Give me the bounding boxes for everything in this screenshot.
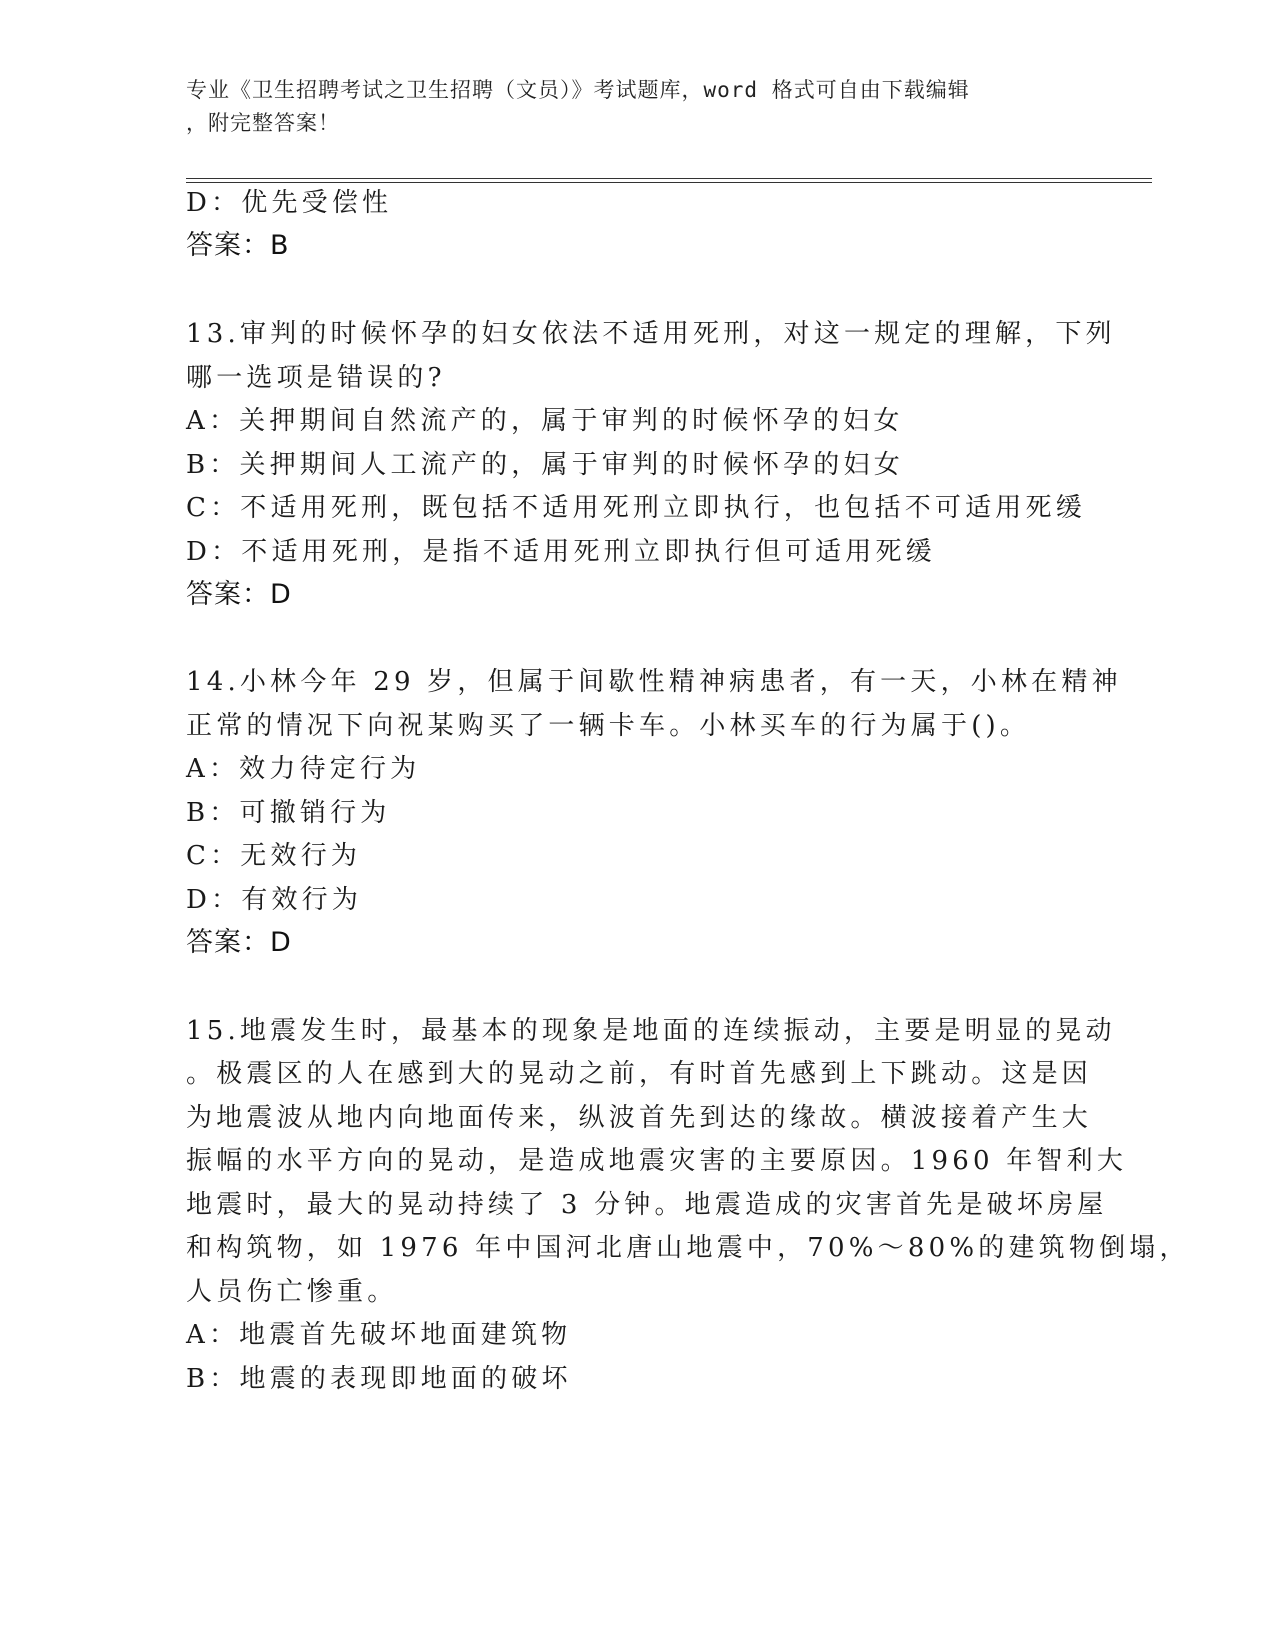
q13-answer: 答案：D: [186, 579, 292, 610]
prev-option-d: D：优先受偿性: [186, 188, 393, 218]
q14-stem-line-1: 14.小林今年 29 岁，但属于间歇性精神病患者，有一天，小林在精神: [186, 667, 1122, 697]
document-header: [186, 74, 1066, 140]
q15-stem-line-7: 人员伤亡惨重。: [186, 1277, 398, 1307]
q14-stem-line-2: 正常的情况下向祝某购买了一辆卡车。小林买车的行为属于()。: [186, 711, 1031, 741]
q14-option-d: D：有效行为: [186, 885, 363, 915]
q14-answer: 答案：D: [186, 927, 292, 958]
q13-option-c: C：不适用死刑，既包括不适用死刑立即执行，也包括不可适用死缓: [186, 493, 1086, 523]
q13-option-d: D：不适用死刑，是指不适用死刑立即执行但可适用死缓: [186, 537, 936, 567]
header-line-2: ，附完整答案！: [186, 111, 340, 135]
q14-option-c: C：无效行为: [186, 841, 362, 871]
q13-option-a: A：关押期间自然流产的，属于审判的时候怀孕的妇女: [186, 406, 904, 436]
header-divider-bottom: [186, 182, 1152, 183]
q15-stem-line-4: 振幅的水平方向的晃动，是造成地震灾害的主要原因。1960 年智利大: [186, 1146, 1128, 1176]
prev-answer: 答案：B: [186, 230, 290, 261]
q13-stem-line-1: 13.审判的时候怀孕的妇女依法不适用死刑，对这一规定的理解，下列: [186, 319, 1116, 349]
header-line-1: 专业《卫生招聘考试之卫生招聘（文员）》考试题库，word 格式可自由下载编辑: [186, 78, 970, 102]
q15-stem-line-1: 15.地震发生时，最基本的现象是地面的连续振动，主要是明显的晃动: [186, 1016, 1116, 1046]
header-divider-top: [186, 178, 1152, 179]
q14-option-a: A：效力待定行为: [186, 754, 421, 784]
q13-option-b: B：关押期间人工流产的，属于审判的时候怀孕的妇女: [186, 450, 904, 480]
q15-stem-line-2: 。极震区的人在感到大的晃动之前，有时首先感到上下跳动。这是因: [186, 1059, 1093, 1089]
q15-stem-line-6: 和构筑物，如 1976 年中国河北唐山地震中，70%～80%的建筑物倒塌，: [186, 1233, 1190, 1263]
q15-stem-line-5: 地震时，最大的晃动持续了 3 分钟。地震造成的灾害首先是破坏房屋: [186, 1190, 1108, 1220]
q13-stem-line-2: 哪一选项是错误的?: [186, 363, 446, 393]
q15-stem-line-3: 为地震波从地内向地面传来，纵波首先到达的缘故。横波接着产生大: [186, 1103, 1093, 1133]
q15-option-b: B：地震的表现即地面的破坏: [186, 1364, 572, 1394]
q14-option-b: B：可撤销行为: [186, 798, 391, 828]
q15-option-a: A：地震首先破坏地面建筑物: [186, 1320, 572, 1350]
